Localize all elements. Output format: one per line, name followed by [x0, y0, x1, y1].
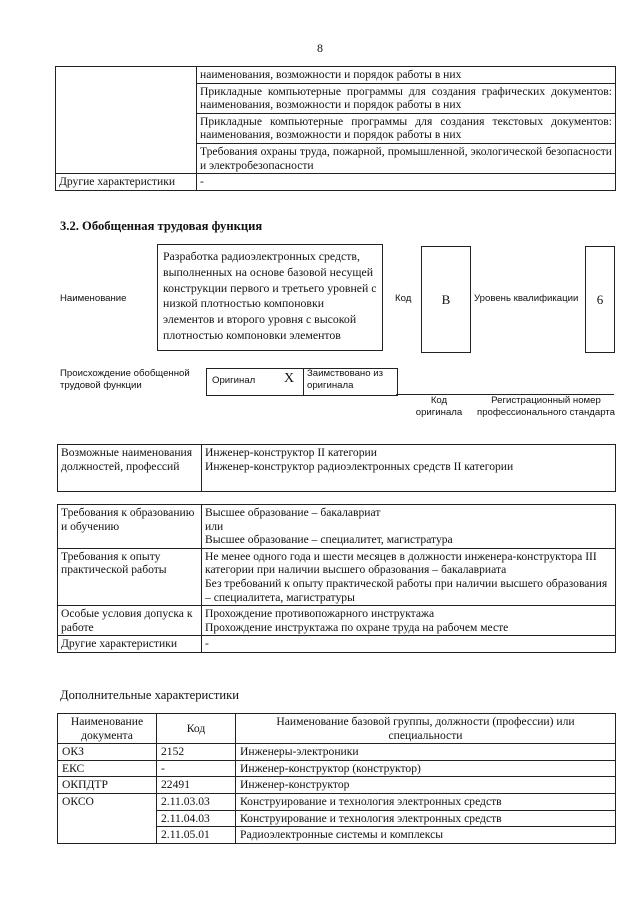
- name-label: Наименование: [60, 293, 127, 304]
- positions-label: Возможные наименования должностей, профессий: [58, 445, 202, 492]
- name-cell: Инженер-конструктор: [236, 777, 616, 794]
- code-cell: 22491: [157, 777, 236, 794]
- level-box: [585, 246, 615, 353]
- code-cell: 2152: [157, 744, 236, 761]
- table-cell: наименования, возможности и порядок работы в них: [197, 67, 616, 84]
- requirement-line: Без требований к опыту практической работы при наличии высшего образования – специалитета, магистратуры: [205, 576, 608, 604]
- top-table: [55, 66, 616, 191]
- code-label: Код: [395, 293, 412, 304]
- requirement-label: Требования к образованию и обучению: [58, 505, 202, 549]
- requirements-table: [57, 504, 616, 653]
- doc-cell: ОКПДТР: [58, 777, 157, 794]
- requirement-line: Прохождение инструктажа по охране труда на рабочем месте: [205, 620, 509, 634]
- doc-cell: ОКСО: [58, 793, 157, 843]
- table-cell: Другие характеристики: [56, 174, 197, 191]
- level-value: 6: [596, 291, 604, 307]
- code-cell: -: [157, 760, 236, 777]
- table-row: [58, 793, 616, 810]
- positions-table: [57, 444, 616, 492]
- column-header: Наименование базовой группы, должности (профессии) или специальности: [236, 714, 616, 744]
- requirement-value: [202, 636, 616, 653]
- code-cell: 2.11.05.01: [157, 827, 236, 844]
- table-row: [58, 777, 616, 794]
- requirement-label: Особые условия допуска к работе: [58, 606, 202, 636]
- name-cell: Конструирование и технология электронных средств: [236, 793, 616, 810]
- section-title: 3.2. Обобщенная трудовая функция: [60, 219, 263, 233]
- requirement-line: -: [205, 637, 209, 651]
- name-cell: Инженеры-электроники: [236, 744, 616, 761]
- code-cell: 2.11.04.03: [157, 810, 236, 827]
- table-cell: [56, 67, 197, 174]
- origin-code-caption: Код оригинала: [415, 395, 463, 418]
- extra-table: [57, 713, 616, 844]
- table-row: [56, 67, 616, 84]
- name-cell: Конструирование и технология электронных средств: [236, 810, 616, 827]
- extra-title: Дополнительные характеристики: [60, 688, 239, 702]
- requirement-label: Требования к опыту практической работы: [58, 548, 202, 605]
- page-number: 8: [317, 41, 323, 55]
- table-header-row: [58, 714, 616, 744]
- requirement-line: Не менее одного года и шести месяцев в должности инженера-конструктора III категории при наличии высшего образования – бакалавриата: [205, 549, 597, 577]
- requirement-value: [202, 505, 616, 549]
- name-cell: Радиоэлектронные системы и комплексы: [236, 827, 616, 844]
- table-row: [58, 548, 616, 605]
- table-row: [58, 760, 616, 777]
- name-cell: Инженер-конструктор (конструктор): [236, 760, 616, 777]
- level-label: Уровень квалификации: [474, 293, 579, 304]
- origin-original-label: Оригинал: [212, 375, 256, 386]
- code-box: [421, 246, 471, 353]
- table-row: [58, 636, 616, 653]
- doc-cell: ЕКС: [58, 760, 157, 777]
- requirement-value: [202, 548, 616, 605]
- table-row: [56, 174, 616, 191]
- table-row: [58, 744, 616, 761]
- position-item: Инженер-конструктор радиоэлектронных средств II категории: [205, 459, 514, 473]
- table-cell: Требования охраны труда, пожарной, промышленной, экологической безопасности и электробезопасности: [197, 143, 616, 173]
- origin-reg-caption: Регистрационный номер профессионального стандарта: [477, 395, 615, 418]
- table-row: [58, 505, 616, 549]
- doc-cell: ОКЗ: [58, 744, 157, 761]
- code-value: B: [441, 291, 451, 307]
- position-item: Инженер-конструктор II категории: [205, 446, 377, 459]
- table-cell: Прикладные компьютерные программы для создания графических документов: наименования, возможности и порядок работы в них: [197, 83, 616, 113]
- column-header: Наименование документа: [58, 714, 157, 744]
- requirement-line: Высшее образование – специалитет, магистратура: [205, 533, 453, 547]
- requirement-line: или: [205, 519, 224, 533]
- table-row: [58, 606, 616, 636]
- table-row: [58, 445, 616, 492]
- requirement-line: Прохождение противопожарного инструктажа: [205, 607, 435, 621]
- origin-label: Происхождение обобщенной трудовой функции: [60, 368, 190, 391]
- code-cell: 2.11.03.03: [157, 793, 236, 810]
- requirement-value: [202, 606, 616, 636]
- table-cell: -: [197, 174, 616, 191]
- origin-borrowed-label: Заимствовано из оригинала: [307, 368, 383, 391]
- table-cell: Прикладные компьютерные программы для создания текстовых документов: наименования, возможности и порядок работы в них: [197, 113, 616, 143]
- column-header: Код: [157, 714, 236, 744]
- origin-mark: X: [284, 371, 295, 386]
- gtf-name-box: Разработка радиоэлектронных средств, выполненных на основе базовой несущей конструкции первого и третьего уровней с низкой плотностью компоновки элементов и второго уровня с высокой плотностью компоновки элементов: [157, 244, 383, 351]
- requirement-line: Высшее образование – бакалавриат: [205, 506, 381, 519]
- positions-values: [202, 445, 616, 492]
- requirement-label: Другие характеристики: [58, 636, 202, 653]
